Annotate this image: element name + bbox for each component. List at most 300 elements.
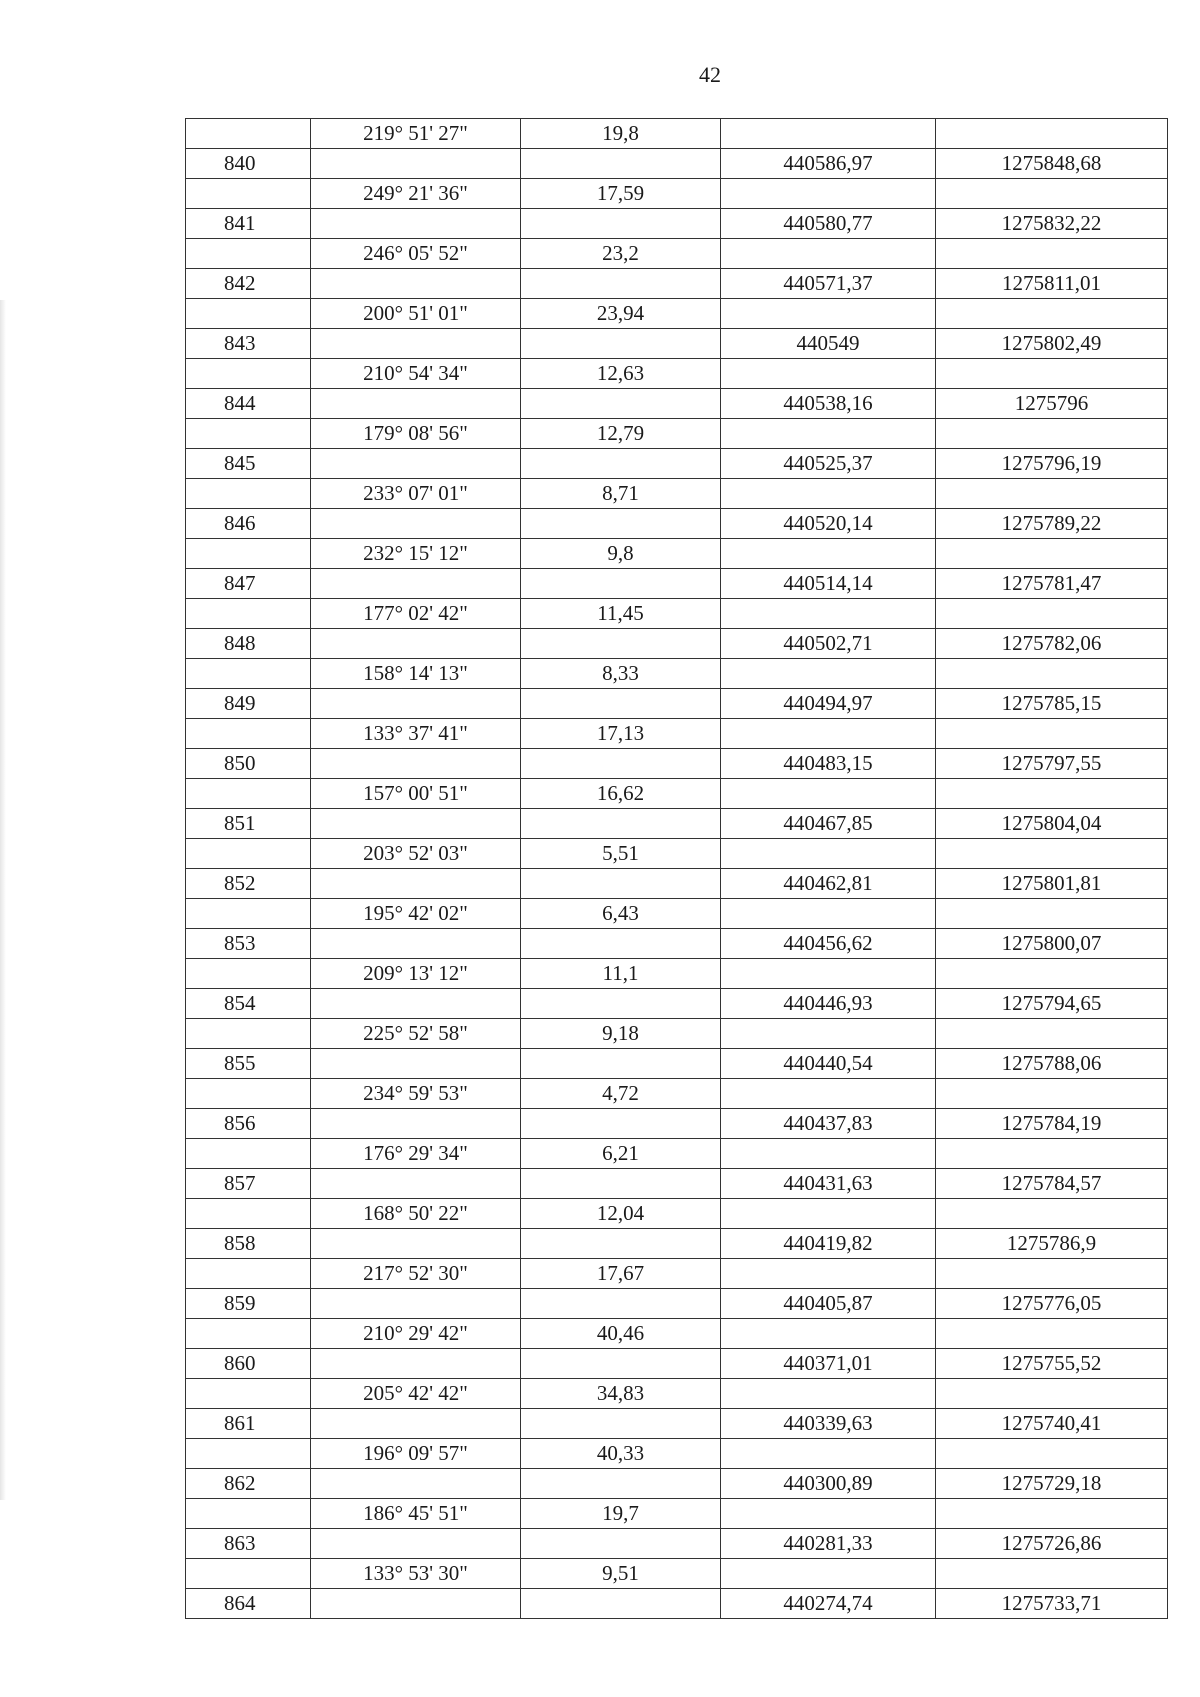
y-coordinate-cell: 1275784,19 — [936, 1109, 1168, 1139]
point-number-cell: 850 — [186, 749, 311, 779]
direction-angle-cell — [311, 1589, 521, 1619]
y-coordinate-cell: 1275796,19 — [936, 449, 1168, 479]
distance-cell — [521, 569, 721, 599]
table-row — [186, 689, 1168, 719]
direction-angle-cell — [311, 1229, 521, 1259]
x-coordinate-cell: 440419,82 — [721, 1229, 936, 1259]
distance-cell — [521, 1469, 721, 1499]
direction-angle-cell — [311, 1049, 521, 1079]
point-number-cell: 863 — [186, 1529, 311, 1559]
table-row — [186, 809, 1168, 839]
direction-angle-cell: 209° 13' 12" — [311, 959, 521, 989]
y-coordinate-cell — [936, 959, 1168, 989]
direction-angle-cell: 133° 53' 30" — [311, 1559, 521, 1589]
direction-angle-cell — [311, 929, 521, 959]
distance-cell — [521, 269, 721, 299]
x-coordinate-cell: 440446,93 — [721, 989, 936, 1019]
y-coordinate-cell: 1275789,22 — [936, 509, 1168, 539]
x-coordinate-cell — [721, 959, 936, 989]
point-number-cell: 843 — [186, 329, 311, 359]
table-row — [186, 119, 1168, 149]
direction-angle-cell — [311, 749, 521, 779]
point-number-cell — [186, 359, 311, 389]
point-number-cell — [186, 899, 311, 929]
page-number: 42 — [699, 62, 721, 87]
point-number-cell: 842 — [186, 269, 311, 299]
distance-cell: 34,83 — [521, 1379, 721, 1409]
y-coordinate-cell — [936, 179, 1168, 209]
y-coordinate-cell — [936, 839, 1168, 869]
y-coordinate-cell — [936, 599, 1168, 629]
point-number-cell — [186, 419, 311, 449]
table-body — [186, 119, 1168, 1619]
y-coordinate-cell — [936, 239, 1168, 269]
table-row — [186, 149, 1168, 179]
y-coordinate-cell — [936, 1319, 1168, 1349]
point-number-cell: 841 — [186, 209, 311, 239]
x-coordinate-cell — [721, 1019, 936, 1049]
y-coordinate-cell — [936, 899, 1168, 929]
x-coordinate-cell — [721, 419, 936, 449]
y-coordinate-cell: 1275800,07 — [936, 929, 1168, 959]
point-number-cell: 857 — [186, 1169, 311, 1199]
x-coordinate-cell: 440525,37 — [721, 449, 936, 479]
point-number-cell — [186, 1499, 311, 1529]
table-row — [186, 1139, 1168, 1169]
x-coordinate-cell — [721, 1379, 936, 1409]
direction-angle-cell: 203° 52' 03" — [311, 839, 521, 869]
table-row — [186, 1469, 1168, 1499]
point-number-cell — [186, 539, 311, 569]
table-row — [186, 629, 1168, 659]
table-row — [186, 1409, 1168, 1439]
x-coordinate-cell: 440494,97 — [721, 689, 936, 719]
y-coordinate-cell — [936, 1079, 1168, 1109]
direction-angle-cell: 232° 15' 12" — [311, 539, 521, 569]
table-row — [186, 1229, 1168, 1259]
point-number-cell — [186, 839, 311, 869]
direction-angle-cell: 249° 21' 36" — [311, 179, 521, 209]
x-coordinate-cell: 440580,77 — [721, 209, 936, 239]
distance-cell: 12,04 — [521, 1199, 721, 1229]
y-coordinate-cell: 1275811,01 — [936, 269, 1168, 299]
x-coordinate-cell — [721, 479, 936, 509]
distance-cell: 12,79 — [521, 419, 721, 449]
table-row — [186, 779, 1168, 809]
point-number-cell: 852 — [186, 869, 311, 899]
table-row — [186, 269, 1168, 299]
distance-cell: 9,51 — [521, 1559, 721, 1589]
distance-cell — [521, 629, 721, 659]
y-coordinate-cell: 1275786,9 — [936, 1229, 1168, 1259]
x-coordinate-cell — [721, 1079, 936, 1109]
distance-cell: 9,18 — [521, 1019, 721, 1049]
distance-cell: 8,71 — [521, 479, 721, 509]
distance-cell — [521, 449, 721, 479]
x-coordinate-cell — [721, 1439, 936, 1469]
distance-cell — [521, 1289, 721, 1319]
y-coordinate-cell — [936, 719, 1168, 749]
y-coordinate-cell: 1275740,41 — [936, 1409, 1168, 1439]
point-number-cell: 856 — [186, 1109, 311, 1139]
distance-cell: 17,59 — [521, 179, 721, 209]
point-number-cell — [186, 1079, 311, 1109]
table-row — [186, 479, 1168, 509]
y-coordinate-cell: 1275848,68 — [936, 149, 1168, 179]
table-row — [186, 419, 1168, 449]
distance-cell — [521, 869, 721, 899]
point-number-cell: 860 — [186, 1349, 311, 1379]
table-row — [186, 989, 1168, 1019]
x-coordinate-cell: 440538,16 — [721, 389, 936, 419]
x-coordinate-cell — [721, 299, 936, 329]
table-row — [186, 749, 1168, 779]
direction-angle-cell: 176° 29' 34" — [311, 1139, 521, 1169]
point-number-cell — [186, 479, 311, 509]
distance-cell — [521, 989, 721, 1019]
direction-angle-cell — [311, 629, 521, 659]
distance-cell — [521, 1349, 721, 1379]
x-coordinate-cell: 440440,54 — [721, 1049, 936, 1079]
table-row — [186, 599, 1168, 629]
direction-angle-cell: 219° 51' 27" — [311, 119, 521, 149]
y-coordinate-cell: 1275755,52 — [936, 1349, 1168, 1379]
direction-angle-cell — [311, 1349, 521, 1379]
point-number-cell — [186, 1379, 311, 1409]
table-row — [186, 1169, 1168, 1199]
table-row — [186, 389, 1168, 419]
point-number-cell: 844 — [186, 389, 311, 419]
y-coordinate-cell — [936, 1379, 1168, 1409]
x-coordinate-cell: 440281,33 — [721, 1529, 936, 1559]
x-coordinate-cell: 440371,01 — [721, 1349, 936, 1379]
y-coordinate-cell: 1275729,18 — [936, 1469, 1168, 1499]
y-coordinate-cell — [936, 299, 1168, 329]
point-number-cell — [186, 1139, 311, 1169]
point-number-cell — [186, 239, 311, 269]
direction-angle-cell: 217° 52' 30" — [311, 1259, 521, 1289]
direction-angle-cell — [311, 149, 521, 179]
distance-cell — [521, 689, 721, 719]
x-coordinate-cell — [721, 359, 936, 389]
y-coordinate-cell: 1275801,81 — [936, 869, 1168, 899]
distance-cell — [521, 149, 721, 179]
direction-angle-cell — [311, 1109, 521, 1139]
table-row — [186, 719, 1168, 749]
y-coordinate-cell — [936, 539, 1168, 569]
point-number-cell — [186, 659, 311, 689]
x-coordinate-cell — [721, 719, 936, 749]
x-coordinate-cell: 440462,81 — [721, 869, 936, 899]
y-coordinate-cell: 1275726,86 — [936, 1529, 1168, 1559]
direction-angle-cell: 210° 29' 42" — [311, 1319, 521, 1349]
x-coordinate-cell: 440586,97 — [721, 149, 936, 179]
direction-angle-cell: 200° 51' 01" — [311, 299, 521, 329]
point-number-cell: 846 — [186, 509, 311, 539]
table-row — [186, 1259, 1168, 1289]
point-number-cell — [186, 179, 311, 209]
distance-cell — [521, 1049, 721, 1079]
distance-cell — [521, 1169, 721, 1199]
distance-cell: 23,2 — [521, 239, 721, 269]
point-number-cell — [186, 599, 311, 629]
y-coordinate-cell — [936, 1199, 1168, 1229]
distance-cell: 11,1 — [521, 959, 721, 989]
distance-cell — [521, 1109, 721, 1139]
x-coordinate-cell — [721, 779, 936, 809]
y-coordinate-cell — [936, 1139, 1168, 1169]
distance-cell: 19,7 — [521, 1499, 721, 1529]
y-coordinate-cell: 1275796 — [936, 389, 1168, 419]
direction-angle-cell — [311, 809, 521, 839]
table-row — [186, 1319, 1168, 1349]
y-coordinate-cell — [936, 659, 1168, 689]
point-number-cell — [186, 959, 311, 989]
table-row — [186, 1439, 1168, 1469]
x-coordinate-cell: 440405,87 — [721, 1289, 936, 1319]
scan-edge-shadow — [0, 300, 6, 1500]
point-number-cell — [186, 1019, 311, 1049]
point-number-cell: 848 — [186, 629, 311, 659]
direction-angle-cell: 195° 42' 02" — [311, 899, 521, 929]
point-number-cell — [186, 1319, 311, 1349]
point-number-cell: 847 — [186, 569, 311, 599]
x-coordinate-cell: 440300,89 — [721, 1469, 936, 1499]
direction-angle-cell: 225° 52' 58" — [311, 1019, 521, 1049]
direction-angle-cell — [311, 989, 521, 1019]
table-row — [186, 839, 1168, 869]
point-number-cell — [186, 719, 311, 749]
direction-angle-cell: 177° 02' 42" — [311, 599, 521, 629]
distance-cell: 9,8 — [521, 539, 721, 569]
direction-angle-cell: 133° 37' 41" — [311, 719, 521, 749]
direction-angle-cell — [311, 209, 521, 239]
distance-cell: 6,21 — [521, 1139, 721, 1169]
point-number-cell: 858 — [186, 1229, 311, 1259]
y-coordinate-cell: 1275797,55 — [936, 749, 1168, 779]
point-number-cell — [186, 119, 311, 149]
table-row — [186, 1379, 1168, 1409]
y-coordinate-cell: 1275785,15 — [936, 689, 1168, 719]
direction-angle-cell — [311, 389, 521, 419]
y-coordinate-cell: 1275776,05 — [936, 1289, 1168, 1319]
direction-angle-cell: 157° 00' 51" — [311, 779, 521, 809]
table-row — [186, 1019, 1168, 1049]
direction-angle-cell — [311, 1469, 521, 1499]
y-coordinate-cell: 1275788,06 — [936, 1049, 1168, 1079]
table-row — [186, 1199, 1168, 1229]
table-row — [186, 899, 1168, 929]
y-coordinate-cell — [936, 1559, 1168, 1589]
table-row — [186, 1349, 1168, 1379]
x-coordinate-cell: 440520,14 — [721, 509, 936, 539]
table-row — [186, 929, 1168, 959]
table-row — [186, 1589, 1168, 1619]
y-coordinate-cell — [936, 1439, 1168, 1469]
distance-cell — [521, 1229, 721, 1259]
y-coordinate-cell: 1275832,22 — [936, 209, 1168, 239]
point-number-cell: 861 — [186, 1409, 311, 1439]
y-coordinate-cell: 1275733,71 — [936, 1589, 1168, 1619]
x-coordinate-cell — [721, 539, 936, 569]
point-number-cell: 859 — [186, 1289, 311, 1319]
direction-angle-cell — [311, 689, 521, 719]
coordinates-table-container — [185, 118, 1167, 1619]
y-coordinate-cell: 1275804,04 — [936, 809, 1168, 839]
distance-cell — [521, 509, 721, 539]
table-row — [186, 1559, 1168, 1589]
distance-cell: 23,94 — [521, 299, 721, 329]
direction-angle-cell — [311, 269, 521, 299]
x-coordinate-cell: 440431,63 — [721, 1169, 936, 1199]
point-number-cell — [186, 1259, 311, 1289]
x-coordinate-cell: 440467,85 — [721, 809, 936, 839]
table-row — [186, 179, 1168, 209]
table-row — [186, 569, 1168, 599]
distance-cell: 40,46 — [521, 1319, 721, 1349]
direction-angle-cell — [311, 1409, 521, 1439]
point-number-cell: 853 — [186, 929, 311, 959]
direction-angle-cell: 205° 42' 42" — [311, 1379, 521, 1409]
x-coordinate-cell — [721, 899, 936, 929]
x-coordinate-cell — [721, 1319, 936, 1349]
x-coordinate-cell: 440502,71 — [721, 629, 936, 659]
point-number-cell: 862 — [186, 1469, 311, 1499]
y-coordinate-cell: 1275781,47 — [936, 569, 1168, 599]
table-row — [186, 299, 1168, 329]
x-coordinate-cell — [721, 179, 936, 209]
point-number-cell — [186, 1439, 311, 1469]
distance-cell: 17,13 — [521, 719, 721, 749]
distance-cell — [521, 809, 721, 839]
x-coordinate-cell: 440274,74 — [721, 1589, 936, 1619]
table-row — [186, 239, 1168, 269]
x-coordinate-cell — [721, 1499, 936, 1529]
direction-angle-cell — [311, 449, 521, 479]
x-coordinate-cell — [721, 839, 936, 869]
coordinates-table — [185, 118, 1168, 1619]
direction-angle-cell: 168° 50' 22" — [311, 1199, 521, 1229]
x-coordinate-cell: 440514,14 — [721, 569, 936, 599]
table-row — [186, 1529, 1168, 1559]
y-coordinate-cell — [936, 479, 1168, 509]
distance-cell — [521, 1529, 721, 1559]
table-row — [186, 959, 1168, 989]
distance-cell — [521, 1409, 721, 1439]
direction-angle-cell: 196° 09' 57" — [311, 1439, 521, 1469]
distance-cell: 16,62 — [521, 779, 721, 809]
point-number-cell: 840 — [186, 149, 311, 179]
table-row — [186, 449, 1168, 479]
point-number-cell — [186, 1199, 311, 1229]
y-coordinate-cell — [936, 1499, 1168, 1529]
point-number-cell — [186, 779, 311, 809]
table-row — [186, 509, 1168, 539]
direction-angle-cell: 179° 08' 56" — [311, 419, 521, 449]
distance-cell — [521, 389, 721, 419]
table-row — [186, 1109, 1168, 1139]
table-row — [186, 1049, 1168, 1079]
x-coordinate-cell — [721, 239, 936, 269]
distance-cell — [521, 329, 721, 359]
y-coordinate-cell — [936, 119, 1168, 149]
distance-cell: 19,8 — [521, 119, 721, 149]
direction-angle-cell: 186° 45' 51" — [311, 1499, 521, 1529]
distance-cell: 12,63 — [521, 359, 721, 389]
direction-angle-cell — [311, 329, 521, 359]
distance-cell: 4,72 — [521, 1079, 721, 1109]
direction-angle-cell — [311, 1169, 521, 1199]
point-number-cell: 849 — [186, 689, 311, 719]
point-number-cell — [186, 1559, 311, 1589]
distance-cell: 5,51 — [521, 839, 721, 869]
direction-angle-cell: 234° 59' 53" — [311, 1079, 521, 1109]
table-row — [186, 329, 1168, 359]
point-number-cell: 845 — [186, 449, 311, 479]
y-coordinate-cell — [936, 359, 1168, 389]
table-row — [186, 1289, 1168, 1319]
distance-cell: 40,33 — [521, 1439, 721, 1469]
y-coordinate-cell: 1275802,49 — [936, 329, 1168, 359]
table-row — [186, 1499, 1168, 1529]
point-number-cell: 855 — [186, 1049, 311, 1079]
direction-angle-cell: 158° 14' 13" — [311, 659, 521, 689]
x-coordinate-cell: 440549 — [721, 329, 936, 359]
distance-cell: 11,45 — [521, 599, 721, 629]
distance-cell — [521, 929, 721, 959]
x-coordinate-cell — [721, 1559, 936, 1589]
x-coordinate-cell: 440483,15 — [721, 749, 936, 779]
distance-cell — [521, 749, 721, 779]
point-number-cell: 854 — [186, 989, 311, 1019]
distance-cell: 8,33 — [521, 659, 721, 689]
y-coordinate-cell — [936, 1259, 1168, 1289]
y-coordinate-cell — [936, 779, 1168, 809]
direction-angle-cell — [311, 1289, 521, 1319]
direction-angle-cell — [311, 869, 521, 899]
table-row — [186, 539, 1168, 569]
direction-angle-cell: 246° 05' 52" — [311, 239, 521, 269]
x-coordinate-cell: 440339,63 — [721, 1409, 936, 1439]
distance-cell: 17,67 — [521, 1259, 721, 1289]
x-coordinate-cell — [721, 1139, 936, 1169]
x-coordinate-cell — [721, 659, 936, 689]
x-coordinate-cell — [721, 1259, 936, 1289]
distance-cell: 6,43 — [521, 899, 721, 929]
direction-angle-cell: 210° 54' 34" — [311, 359, 521, 389]
direction-angle-cell — [311, 1529, 521, 1559]
x-coordinate-cell: 440456,62 — [721, 929, 936, 959]
table-row — [186, 359, 1168, 389]
table-row — [186, 659, 1168, 689]
point-number-cell: 851 — [186, 809, 311, 839]
direction-angle-cell — [311, 509, 521, 539]
table-row — [186, 1079, 1168, 1109]
y-coordinate-cell — [936, 419, 1168, 449]
y-coordinate-cell: 1275782,06 — [936, 629, 1168, 659]
point-number-cell — [186, 299, 311, 329]
x-coordinate-cell — [721, 119, 936, 149]
direction-angle-cell: 233° 07' 01" — [311, 479, 521, 509]
x-coordinate-cell: 440437,83 — [721, 1109, 936, 1139]
y-coordinate-cell: 1275784,57 — [936, 1169, 1168, 1199]
point-number-cell: 864 — [186, 1589, 311, 1619]
y-coordinate-cell — [936, 1019, 1168, 1049]
y-coordinate-cell: 1275794,65 — [936, 989, 1168, 1019]
distance-cell — [521, 209, 721, 239]
x-coordinate-cell: 440571,37 — [721, 269, 936, 299]
x-coordinate-cell — [721, 599, 936, 629]
